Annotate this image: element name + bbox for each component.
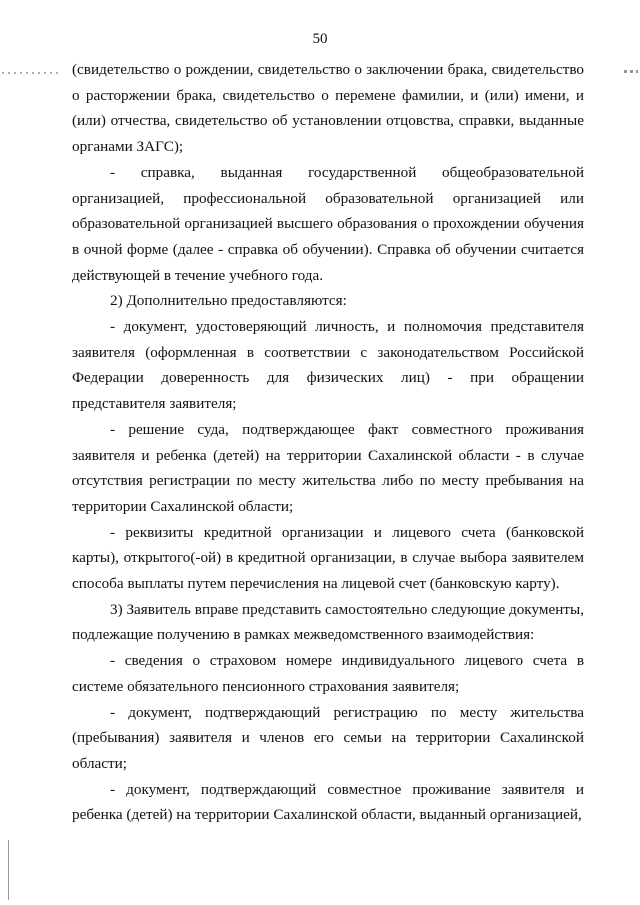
- paragraph-bank-details: - реквизиты кредитной организации и лицевого счета (банковской карты), открытого(-ой) в кредитной организации, в случае выбора заявителем способа выплаты путем перечисления на лицевой счет (банковскую карту).: [72, 523, 584, 593]
- paragraph-snils: - сведения о страховом номере индивидуального лицевого счета в системе обязательного пенсионного страхования заявителя;: [72, 652, 584, 695]
- paragraph-cohabitation: - документ, подтверждающий совместное проживание заявителя и ребенка (детей) на территории Сахалинской области, выданный организацией,: [72, 780, 584, 824]
- paragraph-identity-document: - документ, удостоверяющий личность, и полномочия представителя заявителя (оформленная в соответствии с законодательством Российской Федерации доверенность для физических лиц) - при обращении представителя заявителя;: [72, 318, 584, 413]
- paragraph-court-decision: - решение суда, подтверждающее факт совместного проживания заявителя и ребенка (детей) на территории Сахалинской области - в случае отсутствия регистрации по месту жительства либо по месту пребывания на территории Сахалинской области;: [72, 420, 584, 515]
- scan-edge-artifact: [8, 840, 9, 900]
- scan-artifact-right: [624, 70, 638, 73]
- document-body: [72, 57, 584, 828]
- page-number: 50: [312, 31, 328, 47]
- paragraph-registration: - документ, подтверждающий регистрацию по месту жительства (пребывания) заявителя и членов его семьи на территории Сахалинской области;: [72, 703, 584, 772]
- paragraph-optional-documents: 3) Заявитель вправе представить самостоятельно следующие документы, подлежащие получению в рамках межведомственного взаимодействия:: [72, 600, 584, 644]
- scan-artifact-left: [2, 72, 60, 74]
- paragraph-additional-heading: 2) Дополнительно предоставляются:: [110, 292, 347, 310]
- paragraph-education-certificate: - справка, выданная государственной общеобразовательной организацией, профессиональной образовательной организацией или образовательной организацией высшего образования о прохождении обучения в очной форме (далее - справка об обучении). Справка об обучении считается действующей в течение учебного года.: [72, 163, 584, 284]
- paragraph-zags-documents: (свидетельство о рождении, свидетельство о заключении брака, свидетельство о расторжении брака, свидетельство о перемене фамилии, и (или) имени, и (или) отчества, свидетельство об установлении отцовства, справки, выданные органами ЗАГС);: [72, 61, 584, 156]
